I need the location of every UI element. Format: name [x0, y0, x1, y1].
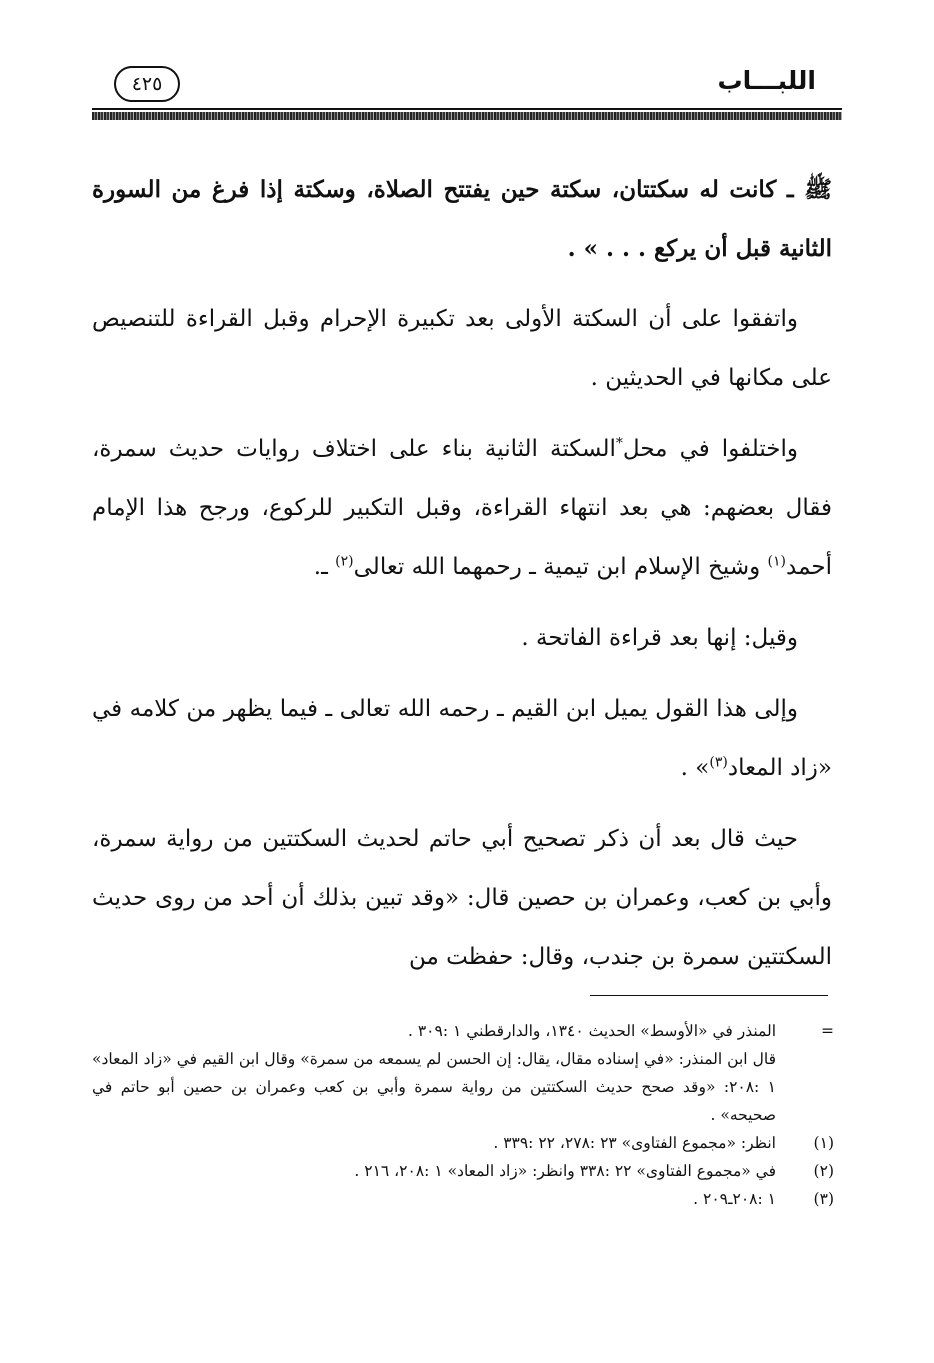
footnote-number: (١)	[813, 1134, 834, 1152]
star-marker: *	[615, 435, 623, 452]
footnote-1	[92, 1129, 834, 1157]
footnote-separator	[590, 995, 828, 996]
paragraph-3	[92, 420, 832, 597]
footnotes	[92, 1017, 834, 1213]
header-rule	[92, 108, 842, 110]
paragraph-3-text-a: واختلفوا في محل	[622, 436, 798, 462]
page-number: ٤٢٥	[114, 66, 180, 102]
paragraph-5	[92, 680, 832, 798]
paragraph-4: وقيل: إنها بعد قراءة الفاتحة .	[521, 625, 798, 651]
footnote-number: (٢)	[813, 1162, 834, 1180]
footnote-continuation-line-2: قال ابن المنذر: «في إسناده مقال، يقال: إن الحسن لم يسمعه من سمرة» وقال ابن القيم في «زاد المعاد» ١ :٢٠٨: «وقد صحح حديث السكتتين من رواية سمرة وأبي بن كعب وعمران بن حصين أبو حاتم في صحيحه» .	[92, 1050, 776, 1124]
continuation-marker: =	[821, 1022, 834, 1040]
paragraph-2: واتفقوا على أن السكتة الأولى بعد تكبيرة الإحرام وقبل القراءة للتنصيص على مكانها في الحديثين .	[92, 306, 832, 391]
paragraph-6: حيث قال بعد أن ذكر تصحيح أبي حاتم لحديث السكتتين من رواية سمرة، وأبي بن كعب، وعمران بن حصين قال: «وقد تبين بذلك أن أحد من روى حديث السكتتين سمرة بن جندب، وقال: حفظت من	[92, 826, 832, 970]
paragraph-3-text-c: وشيخ الإسلام ابن تيمية ـ رحمهما الله تعالى	[353, 554, 768, 580]
paragraph-1: ﷺ ـ كانت له سكتتان، سكتة حين يفتتح الصلاة، وسكتة إذا فرغ من السورة الثانية قبل أن يركع . . . » .	[92, 176, 832, 262]
footnote-text: في «مجموع الفتاوى» ٢٢ :٣٣٨ وانظر: «زاد المعاد» ١ :٢٠٨، ٢١٦ .	[354, 1162, 776, 1180]
footnote-continuation	[92, 1017, 834, 1129]
paragraph-5-text-a: وإلى هذا القول يميل ابن القيم ـ رحمه الله تعالى ـ فيما يظهر من كلامه في «زاد المعاد	[92, 696, 832, 781]
footnote-ref-3[interactable]: (٣)	[709, 754, 728, 771]
paragraph-5-text-b: » .	[680, 755, 710, 781]
paragraph-3-text-d: ـ.	[313, 554, 336, 580]
main-text	[92, 160, 832, 999]
footnote-ref-2[interactable]: (٢)	[335, 553, 354, 570]
footnote-text: انظر: «مجموع الفتاوى» ٢٣ :٢٧٨، ٢٢ :٣٣٩ .	[493, 1134, 776, 1152]
footnote-2	[92, 1157, 834, 1185]
header-ornament-rule	[92, 112, 842, 120]
footnote-3	[92, 1185, 834, 1213]
footnote-ref-1[interactable]: (١)	[767, 553, 787, 570]
footnote-text: ١ :٢٠٨ـ٢٠٩ .	[693, 1190, 776, 1208]
paragraph-3-text-b: السكتة الثانية بناء على اختلاف روايات حديث سمرة، فقال بعضهم: هي بعد انتهاء القراءة، وقبل التكبير للركوع، ورجح هذا الإمام أحمد	[92, 436, 832, 580]
footnote-continuation-line-1: المنذر في «الأوسط» الحديث ١٣٤٠، والدارقطني ١ :٣٠٩ .	[408, 1022, 776, 1040]
running-header-title: اللبـــاب	[717, 66, 816, 95]
footnote-number: (٣)	[813, 1190, 834, 1208]
